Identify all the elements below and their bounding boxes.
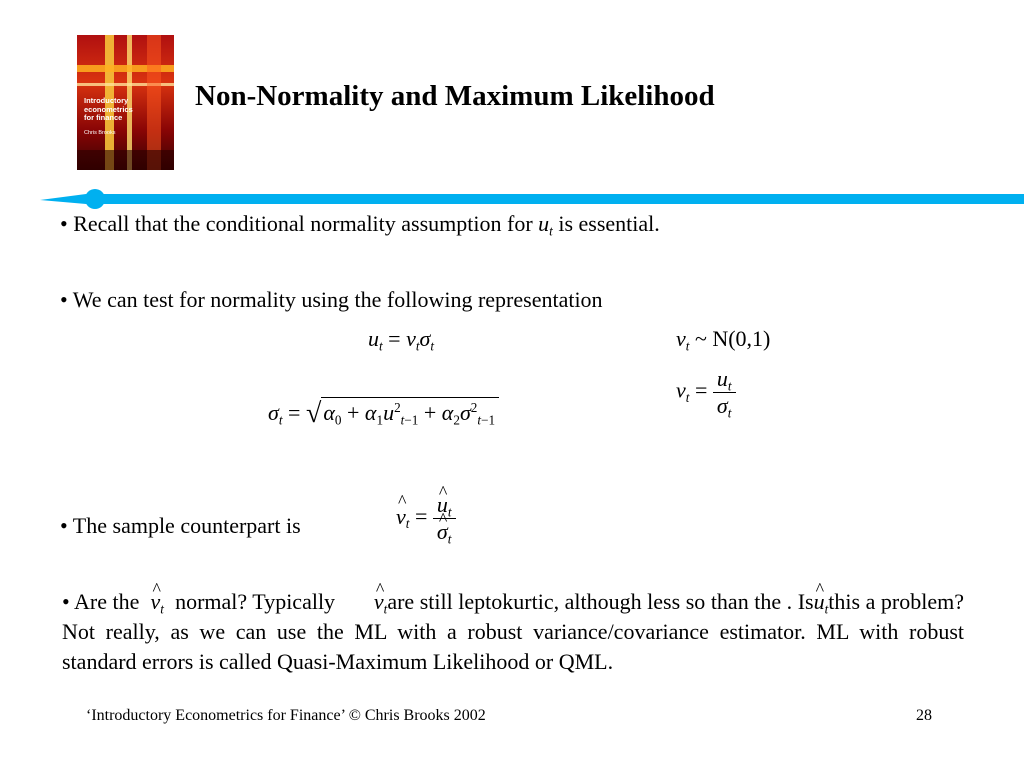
cover-author: Chris Brooks xyxy=(84,130,116,136)
title-divider xyxy=(40,188,1024,212)
equation-ut: $u_t = v_t\sigma_t$ xyxy=(368,326,435,354)
page-title: Non-Normality and Maximum Likelihood xyxy=(195,80,715,112)
cover-title: Introductory econometrics for finance xyxy=(84,96,133,122)
equation-sigma-t: $\sigma_t = √\alpha_0 + \alpha_1u^2_{t-1} + \alpha_2\sigma^2_{t-1}$ xyxy=(268,398,499,430)
book-cover-image xyxy=(77,35,174,170)
bullet-test-normality: • We can test for normality using the following representation xyxy=(60,287,603,312)
footer-citation: ‘Introductory Econometrics for Finance’ © Chris Brooks 2002 xyxy=(86,707,486,724)
equation-vt-distribution: $v_t$ ~ N(0,1) xyxy=(676,326,771,354)
bullet-sample-counterpart: • The sample counterpart is xyxy=(60,513,301,538)
page-number: 28 xyxy=(916,707,932,724)
bullet-conditional-normality: • Recall that the conditional normality assumption for $u_t$ is essential. xyxy=(60,211,660,239)
equation-vt-ratio: $v_t$ = $\frac{u_t}{\sigma_t}$ xyxy=(676,366,736,419)
bullet-leptokurtic: • Are the ^ $v_t$ normal? Typically ^ $v_tare$ still leptokurtic, although less so than the . Is^ $u_tthis$ a problem? Not really, as we can use the ML with a robust variance/covariance estimator. ML with robust standard errors is called Quasi-Maximum Likelihood or QML. xyxy=(62,587,964,677)
equation-vhat: ^ $v_t$ = ^ $u_t$ ^ $\sigma_t$ xyxy=(396,492,456,545)
